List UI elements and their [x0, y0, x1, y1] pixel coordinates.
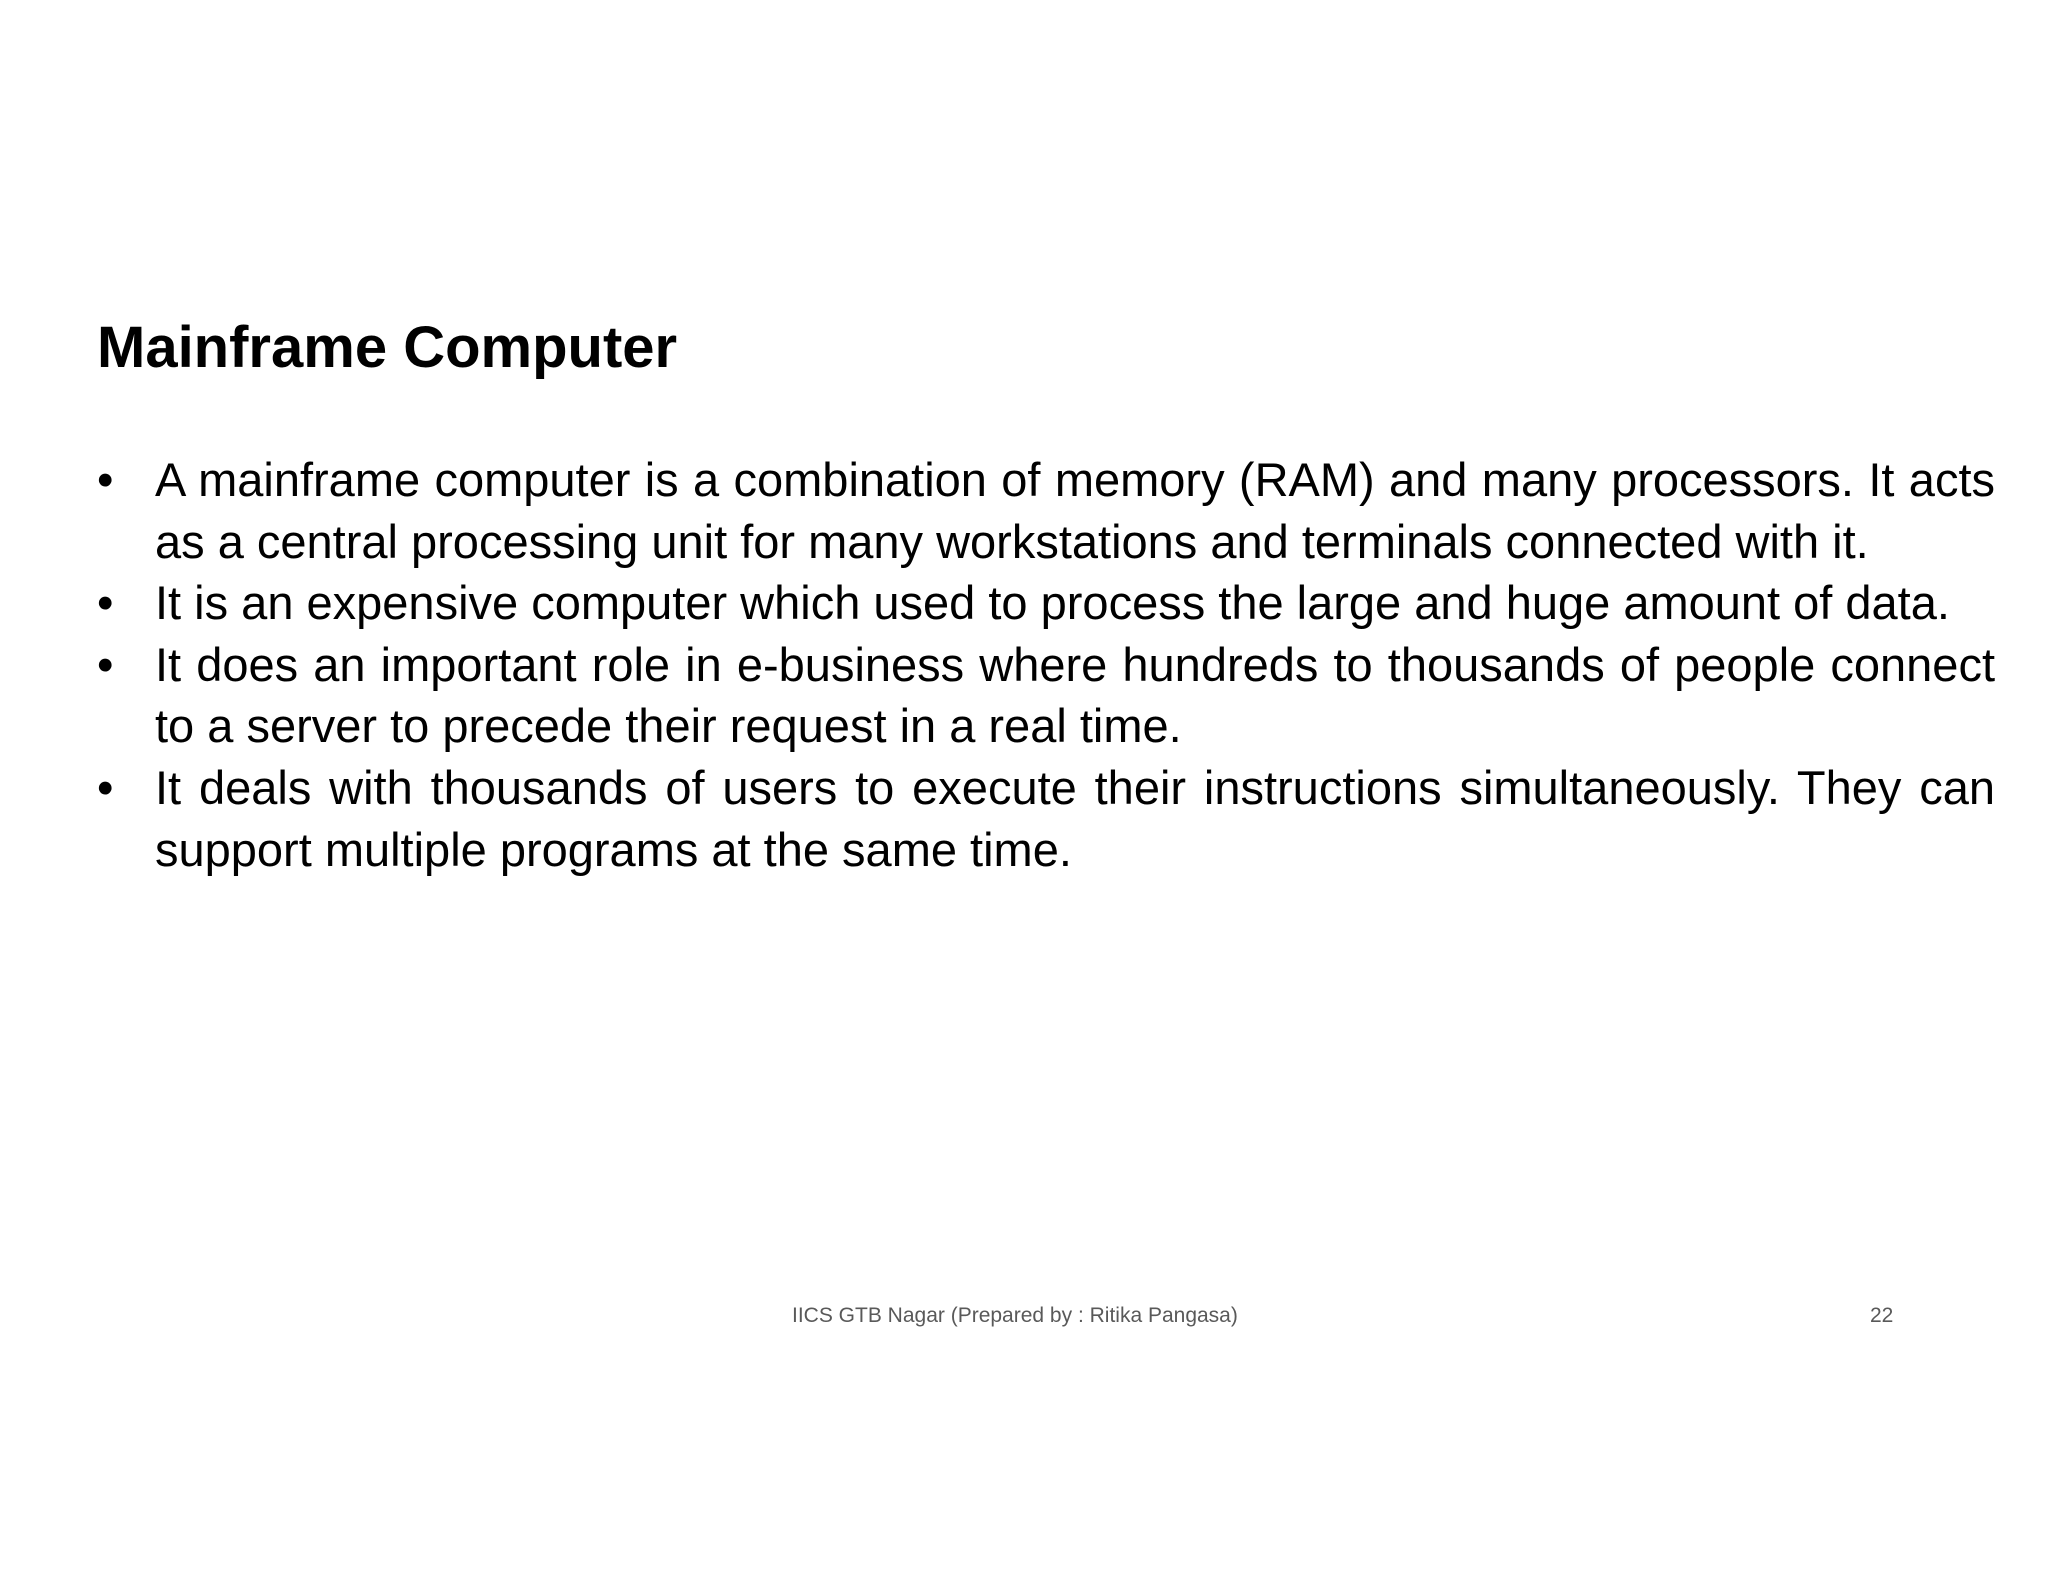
bullet-icon: • — [97, 637, 114, 691]
slide-title: Mainframe Computer — [97, 315, 678, 380]
bullet-text: It does an important role in e-business where hundreds to thousands of people connect to a server to precede their request in a real time. — [155, 637, 1995, 753]
bullet-item — [97, 572, 1995, 634]
bullet-text: It deals with thousands of users to execute their instructions simultaneously. They can support multiple programs at the same time. — [155, 760, 1995, 876]
bullet-text: It is an expensive computer which used to process the large and huge amount of data. — [155, 576, 1950, 630]
bullet-text: A mainframe computer is a combination of memory (RAM) and many processors. It acts as a central processing unit for many workstations and terminals connected with it. — [155, 453, 1995, 568]
bullet-list — [97, 449, 1995, 880]
bullet-icon: • — [97, 576, 114, 630]
bullet-icon: • — [97, 760, 114, 814]
bullet-icon: • — [97, 453, 114, 506]
footer-text: IICS GTB Nagar (Prepared by : Ritika Pangasa) — [792, 1304, 1238, 1327]
bullet-item — [97, 449, 1995, 572]
page-number: 22 — [1870, 1304, 1894, 1327]
bullet-item — [97, 757, 1995, 880]
bullet-item — [97, 634, 1995, 757]
